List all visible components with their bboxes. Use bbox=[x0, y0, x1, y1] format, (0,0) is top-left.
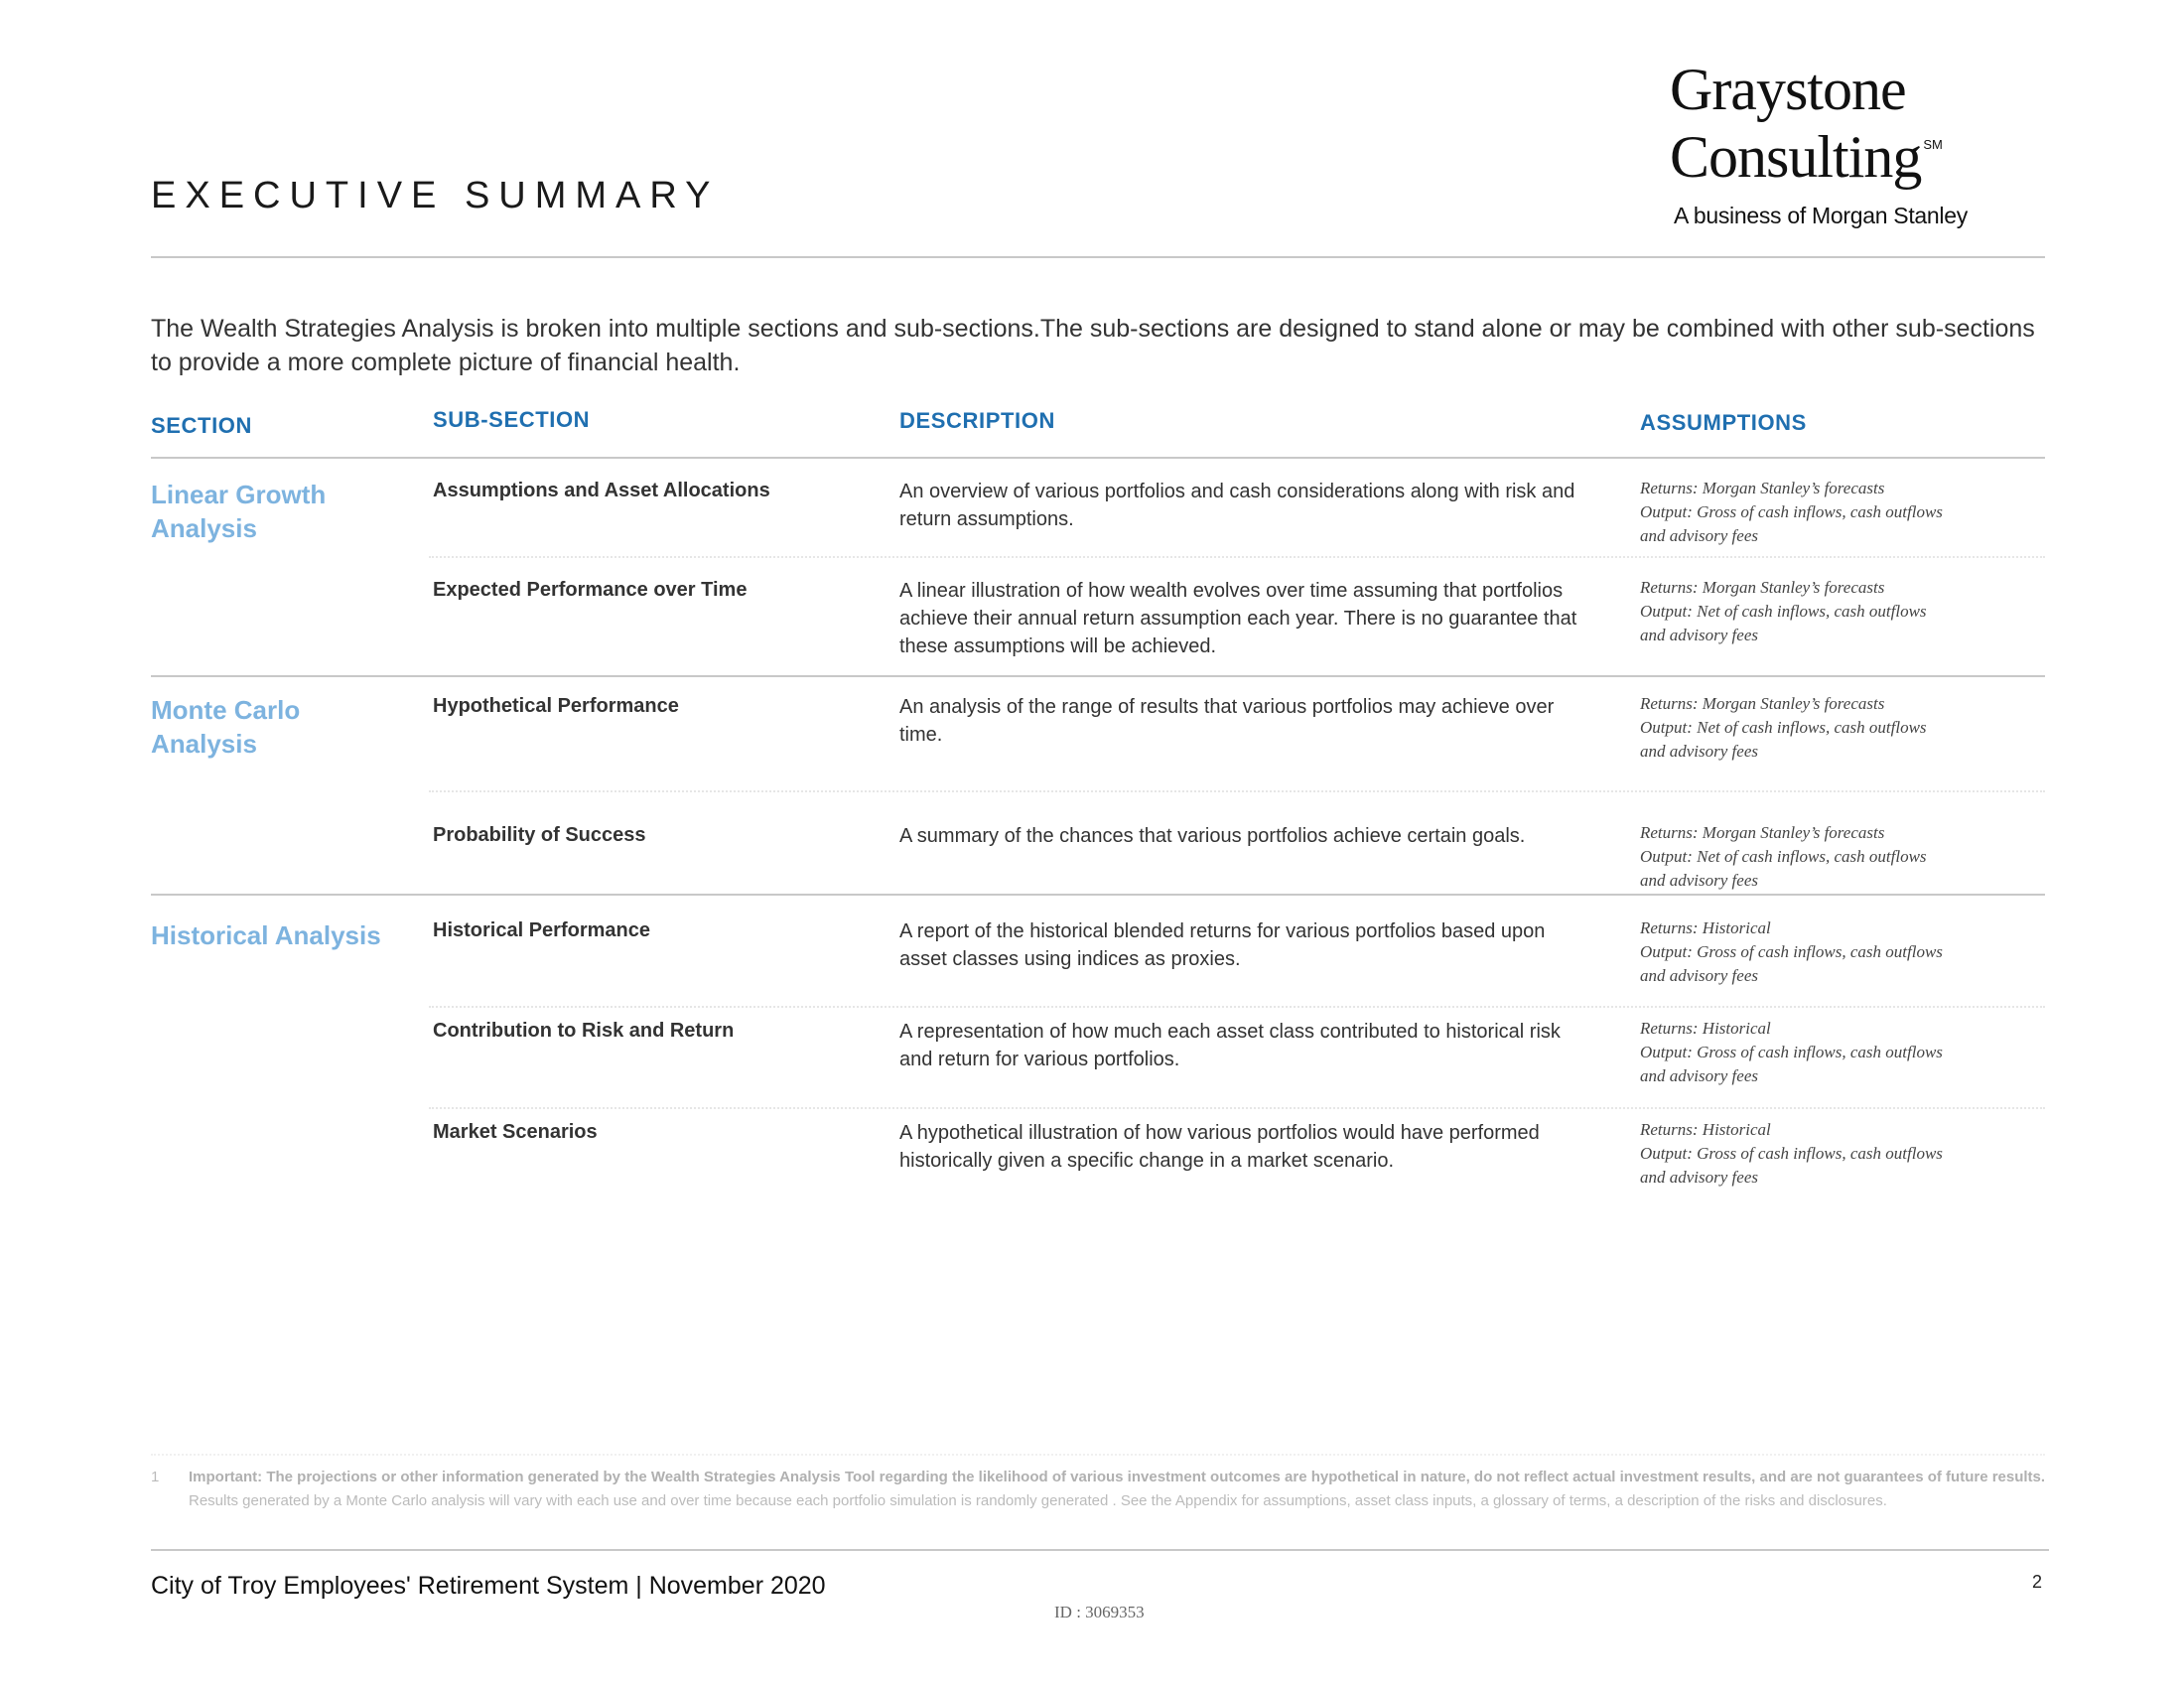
page-number: 2 bbox=[2032, 1572, 2043, 1592]
service-mark: SM bbox=[1923, 137, 1943, 152]
table-header-divider bbox=[151, 457, 2045, 459]
subsection-assumptions bbox=[1640, 916, 2037, 988]
footnote-body bbox=[189, 1466, 2047, 1513]
assumption-returns: Returns: Morgan Stanley’s forecasts bbox=[1640, 479, 1885, 497]
subsection-title: Probability of Success bbox=[433, 824, 646, 846]
footnote bbox=[151, 1466, 2047, 1513]
subsection-title: Market Scenarios bbox=[433, 1121, 598, 1143]
footnote-details: Results generated by a Monte Carlo analysis will vary with each use and over time because each portfolio simulation is randomly generated . See the Appendix for assumptions, asset class inputs, a glossary of terms, a description of the risks and disclosures. bbox=[189, 1492, 1887, 1509]
assumption-returns: Returns: Morgan Stanley’s forecasts bbox=[1640, 578, 1885, 597]
row-divider bbox=[429, 1107, 2045, 1109]
assumption-output: Output: Gross of cash inflows, cash outflows bbox=[1640, 942, 1943, 961]
assumption-fees: and advisory fees bbox=[1640, 871, 1758, 890]
document-id: ID : 3069353 bbox=[1054, 1603, 1145, 1621]
subsection-description: An overview of various portfolios and cash considerations along with risk and return assumptions. bbox=[899, 481, 1575, 530]
subsection-assumptions bbox=[1640, 821, 2037, 893]
column-header-assumptions: ASSUMPTIONS bbox=[1640, 410, 1807, 435]
subsection-description: A hypothetical illustration of how various portfolios would have performed historically given a specific change in a market scenario. bbox=[899, 1122, 1540, 1172]
page-title: EXECUTIVE SUMMARY bbox=[151, 175, 720, 216]
assumption-output: Output: Gross of cash inflows, cash outflows bbox=[1640, 502, 1943, 521]
assumption-output: Output: Net of cash inflows, cash outflows bbox=[1640, 847, 1927, 866]
assumption-fees: and advisory fees bbox=[1640, 1168, 1758, 1187]
assumption-returns: Returns: Historical bbox=[1640, 1120, 1771, 1139]
graystone-logo bbox=[1670, 57, 1987, 229]
logo-wordmark-text: Consulting bbox=[1670, 124, 1922, 190]
assumption-output: Output: Gross of cash inflows, cash outflows bbox=[1640, 1043, 1943, 1061]
subsection-description: A representation of how much each asset class contributed to historical risk and return for various portfolios. bbox=[899, 1021, 1561, 1070]
subsection-description: A report of the historical blended returns for various portfolios based upon asset classes using indices as proxies. bbox=[899, 920, 1546, 970]
assumption-returns: Returns: Morgan Stanley’s forecasts bbox=[1640, 694, 1885, 713]
section-divider bbox=[151, 894, 2045, 896]
footnote-divider bbox=[151, 1454, 2045, 1456]
assumption-fees: and advisory fees bbox=[1640, 626, 1758, 644]
footer-client: City of Troy Employees' Retirement System | November 2020 bbox=[151, 1572, 826, 1600]
section-divider bbox=[151, 675, 2045, 677]
subsection-title: Historical Performance bbox=[433, 919, 650, 941]
assumption-fees: and advisory fees bbox=[1640, 966, 1758, 985]
assumption-fees: and advisory fees bbox=[1640, 1066, 1758, 1085]
row-divider bbox=[429, 1006, 2045, 1008]
subsection-title: Hypothetical Performance bbox=[433, 695, 679, 717]
subsection-assumptions bbox=[1640, 1118, 2037, 1190]
subsection-description: A summary of the chances that various portfolios achieve certain goals. bbox=[899, 825, 1526, 847]
column-header-subsection: SUB-SECTION bbox=[433, 407, 591, 432]
assumption-fees: and advisory fees bbox=[1640, 742, 1758, 761]
assumption-output: Output: Net of cash inflows, cash outflows bbox=[1640, 602, 1927, 621]
subsection-assumptions bbox=[1640, 477, 2037, 548]
section-linear-growth: Linear Growth Analysis bbox=[151, 480, 327, 543]
row-divider bbox=[429, 556, 2045, 558]
column-header-description: DESCRIPTION bbox=[899, 408, 1055, 433]
section-monte-carlo: Monte Carlo Analysis bbox=[151, 695, 301, 759]
subsection-assumptions bbox=[1640, 692, 2037, 764]
row-divider bbox=[429, 790, 2045, 792]
assumption-returns: Returns: Historical bbox=[1640, 918, 1771, 937]
subsection-assumptions bbox=[1640, 576, 2037, 647]
logo-tagline: A business of Morgan Stanley bbox=[1674, 203, 1968, 228]
subsection-description: An analysis of the range of results that various portfolios may achieve over time. bbox=[899, 696, 1555, 746]
intro-paragraph: The Wealth Strategies Analysis is broken into multiple sections and sub-sections.The sub-sections are designed to stand alone or may be combined with other sub-sections to provide a more complete picture of financial health. bbox=[151, 315, 2035, 376]
footer-divider bbox=[151, 1549, 2049, 1551]
column-header-section: SECTION bbox=[151, 413, 252, 438]
assumption-returns: Returns: Morgan Stanley’s forecasts bbox=[1640, 823, 1885, 842]
assumption-returns: Returns: Historical bbox=[1640, 1019, 1771, 1038]
logo-wordmark-line1: Graystone bbox=[1670, 57, 1906, 122]
assumption-output: Output: Gross of cash inflows, cash outflows bbox=[1640, 1144, 1943, 1163]
logo-wordmark-line2 bbox=[1670, 117, 1987, 190]
subsection-title: Contribution to Risk and Return bbox=[433, 1020, 735, 1042]
subsection-assumptions bbox=[1640, 1017, 2037, 1088]
header-divider bbox=[151, 256, 2045, 258]
subsection-description: A linear illustration of how wealth evolves over time assuming that portfolios achieve their annual return assumption each year. There is no guarantee that these assumptions will be achieved. bbox=[899, 580, 1577, 657]
assumption-output: Output: Net of cash inflows, cash outflows bbox=[1640, 718, 1927, 737]
section-historical: Historical Analysis bbox=[151, 920, 381, 950]
subsection-title: Assumptions and Asset Allocations bbox=[433, 480, 770, 501]
footnote-number: 1 bbox=[151, 1469, 160, 1485]
assumption-fees: and advisory fees bbox=[1640, 526, 1758, 545]
subsection-title: Expected Performance over Time bbox=[433, 579, 748, 601]
footnote-important: Important: The projections or other information generated by the Wealth Strategies Analysis Tool regarding the likelihood of various investment outcomes are hypothetical in nature, do not reflect actual investment results, and are not guarantees of future results. bbox=[189, 1469, 2046, 1485]
